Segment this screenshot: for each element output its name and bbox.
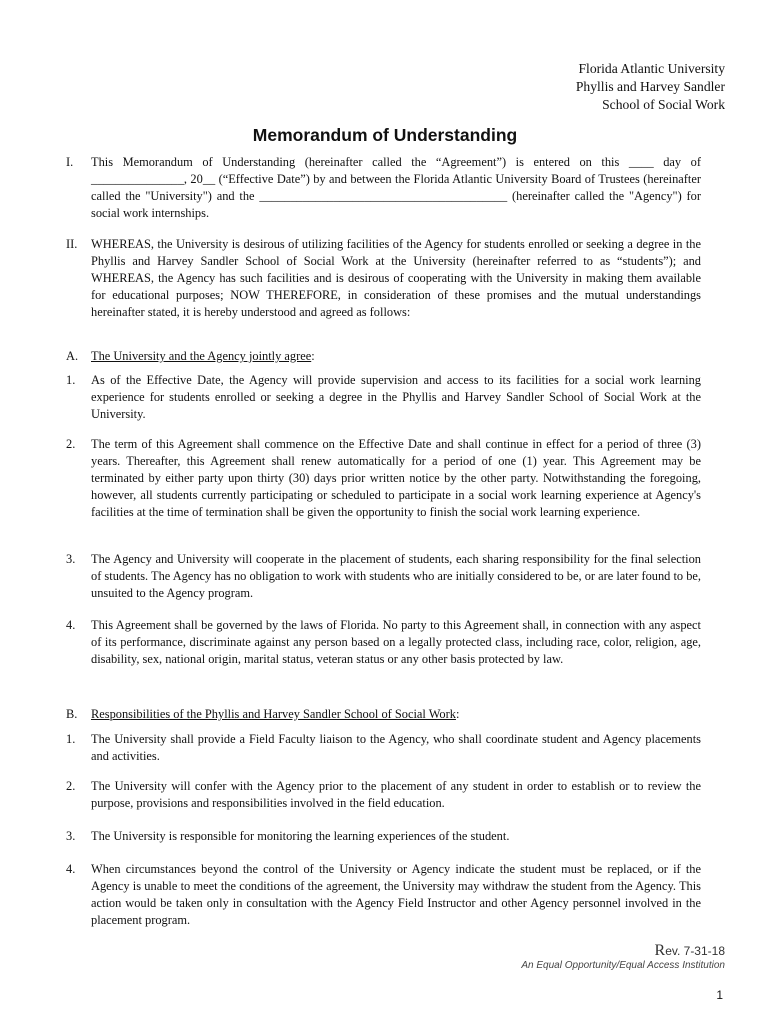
item-number: 3. xyxy=(66,829,76,843)
section-heading-text: The University and the Agency jointly agree xyxy=(91,349,312,363)
item-text: The Agency and University will cooperate in the placement of students, each sharing responsibility for the final selection of students. The Agency has no obligation to work with students who are initially considered to be, or are later found to be, unsuited to the Agency program. xyxy=(91,552,701,600)
header-university: Florida Atlantic University xyxy=(578,61,725,76)
item-number: 4. xyxy=(66,618,76,632)
item-number: 2. xyxy=(66,779,76,793)
page-number: 1 xyxy=(716,988,723,1002)
item-number: 1. xyxy=(66,373,76,387)
item-text: When circumstances beyond the control of the University or Agency indicate the student must be replaced, or if the Agency is unable to meet the conditions of the agreement, the University may withdraw the student from the Agency. This action would be taken only in consultation with the Agency Field Instructor and other Agency personnel involved in the placement program. xyxy=(91,862,701,927)
document-title: Memorandum of Understanding xyxy=(252,125,518,145)
item-number: 1. xyxy=(66,732,76,746)
item-text: As of the Effective Date, the Agency will provide supervision and access to its facilities for a social work learning experience for students enrolled or seeking a degree in the Phyllis and Harvey Sandler School of Social Work at the University. xyxy=(91,373,701,421)
paragraph-text: This Memorandum of Understanding (hereinafter called the “Agreement”) is entered on this ____ day of _______________, 20__ (“Effective Date”) by and between the Florida Atlantic University Board of Trustees (hereinafter called the "University") and the ________________________________________ (hereinafter called the "Agency") for social work internships. xyxy=(91,155,701,220)
item-number: 4. xyxy=(66,862,76,876)
item-text: The term of this Agreement shall commence on the Effective Date and shall continue in effect for a period of three (3) years. Thereafter, this Agreement shall renew automatically for a period of one (1) year. This Agreement may be terminated by either party upon thirty (30) days prior written notice by the other party. Notwithstanding the foregoing, however, all students currently participating or scheduled to participate in a social work learning experience at Agency's facilities at the time of termination shall be given the opportunity to finish the social work learning experience. xyxy=(91,437,701,519)
item-text: This Agreement shall be governed by the laws of Florida. No party to this Agreement shall, in connection with any aspect of its performance, discriminate against any person based on a legally protected class, including race, color, religion, age, disability, sex, national origin, marital status, veteran status or any other basis protected by law. xyxy=(91,618,701,666)
revision-text: ev. 7-31-18 xyxy=(665,944,725,958)
item-number: 2. xyxy=(66,437,76,451)
item-text: The University will confer with the Agency prior to the placement of any student in order to establish or to review the purpose, provisions and responsibilities involved in the field education. xyxy=(91,779,701,810)
section-letter: B. xyxy=(66,707,78,721)
equal-opportunity-statement: An Equal Opportunity/Equal Access Institution xyxy=(521,960,725,971)
revision-initial: R xyxy=(654,942,666,959)
item-text: The University shall provide a Field Faculty liaison to the Agency, who shall coordinate student and Agency placements and activities. xyxy=(91,732,701,763)
header-school-type: School of Social Work xyxy=(602,97,725,112)
document-page: Florida Atlantic University Phyllis and Harvey Sandler School of Social Work Memorandum of Understanding I. This Memorandum of Understanding (hereinafter called the “Agreement”) is entered on this ____ day of _______________, 20__ (“Effective Date”) by and between the Florida Atlantic University Board of Trustees (hereinafter called the "University") and the ________________________________________ (hereinafter called the "Agency") for social work internships. II. WHEREAS, the University is desirous of utilizing facilities of the Agency for students enrolled or seeking a degree in the Phyllis and Harvey Sandler School of Social Work at the University (hereinafter referred to as “students”); and WHEREAS, the Agency has such facilities and is desirous of cooperating with the University in making them available for educational purposes; NOW THEREFORE, in consideration of these promises and the mutual understandings hereinafter stated, it is hereby understood and agreed as follows: A. The University and the Agency jointly agree: 1. As of the Effective Date, the Agency will provide supervision and access to its facilities for a social work learning experience for students enrolled or seeking a degree in the Phyllis and Harvey Sandler School of Social Work at the University. 2. The term of this Agreement shall commence on the Effective Date and shall continue in effect for a period of three (3) years. Thereafter, this Agreement shall renew automatically for a period of one (1) year. This Agreement may be terminated by either party upon thirty (30) days prior written notice by the other party. Notwithstanding the foregoing, however, all students currently participating or scheduled to participate in a social work learning experience at Agency's facilities at the time of termination shall be given the opportunity to finish the social work learning experience. 3. The Agency and University will cooperate in the placement of students, each sharing responsibility for the final selection of students. The Agency has no obligation to work with students who are initially considered to be, or are later found to be, unsuited to the Agency program. 4. This Agreement shall be governed by the laws of Florida. No party to this Agreement shall, in connection with any aspect of its performance, discriminate against any person based on a legally protected class, including race, color, religion, age, disability, sex, national origin, marital status, veteran status or any other basis protected by law. B. Responsibilities of the Phyllis and Harvey Sandler School of Social Work: 1. The University shall provide a Field Faculty liaison to the Agency, who shall coordinate student and Agency placements and activities. 2. The University will confer with the Agency prior to the placement of any student in order to establish or to review the purpose, provisions and responsibilities involved in the field education. 3. The University is responsible for monitoring the learning experiences of the student. 4. When circumstances beyond the control of the University or Agency indicate the student must be replaced, or if the Agency is unable to meet the conditions of the agreement, the University may withdraw the student from the Agency. This action would be taken only in consultation with the Agency Field Instructor and other Agency personnel involved in the placement program. Rev. 7-31-18 An Equal Opportunity/Equal Access Institution 1 xyxy=(0,0,770,1024)
item-text: The University is responsible for monitoring the learning experiences of the student. xyxy=(91,829,510,843)
revision-date xyxy=(655,942,725,960)
header-school-name: Phyllis and Harvey Sandler xyxy=(575,79,725,94)
paragraph-number: II. xyxy=(66,237,78,251)
paragraph-number: I. xyxy=(66,155,74,169)
section-letter: A. xyxy=(66,349,79,363)
institution-header xyxy=(576,60,725,114)
item-number: 3. xyxy=(66,552,76,566)
section-heading-text: Responsibilities of the Phyllis and Harvey Sandler School of Social Work xyxy=(91,707,456,721)
paragraph-text: WHEREAS, the University is desirous of utilizing facilities of the Agency for students enrolled or seeking a degree in the Phyllis and Harvey Sandler School of Social Work at the University (hereinafter referred to as “students”); and WHEREAS, the Agency has such facilities and is desirous of cooperating with the University in making them available for educational purposes; NOW THEREFORE, in consideration of these promises and the mutual understandings hereinafter stated, it is hereby understood and agreed as follows: xyxy=(91,237,701,319)
